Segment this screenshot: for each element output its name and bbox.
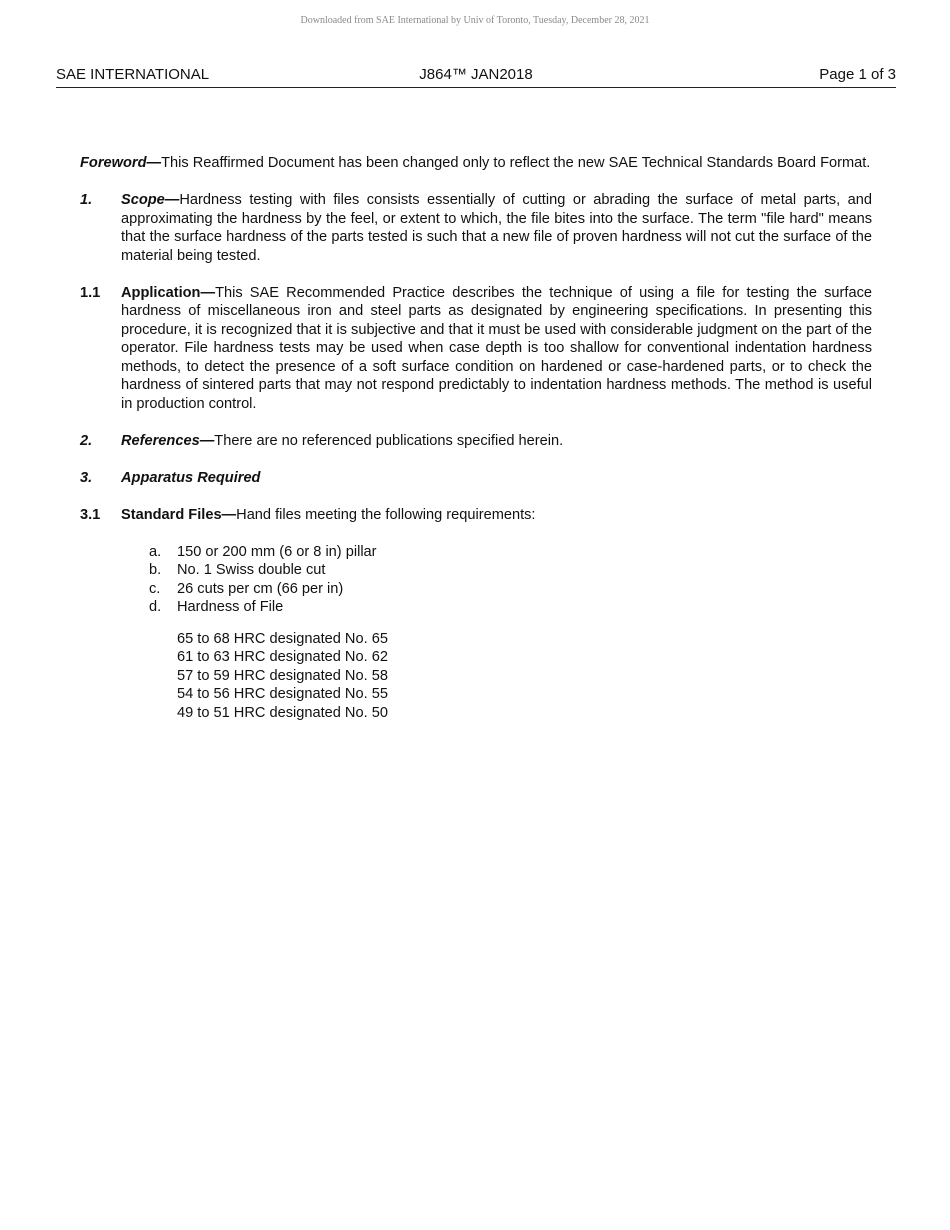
header-organization: SAE INTERNATIONAL <box>56 66 210 83</box>
section-scope <box>80 191 872 265</box>
section-standard-files <box>80 506 872 525</box>
section-number: 1.1 <box>80 284 101 301</box>
foreword-text: This Reaffirmed Document has been changed only to reflect the new SAE Technical Standards Board Format. <box>161 155 871 171</box>
section-title: Scope— <box>121 192 180 208</box>
list-item-letter: a. <box>149 543 162 560</box>
section-title: Apparatus Required <box>121 469 261 486</box>
page-header <box>56 66 896 88</box>
list-item-text: 150 or 200 mm (6 or 8 in) pillar <box>177 543 377 560</box>
list-item-letter: c. <box>149 580 161 597</box>
foreword-title: Foreword— <box>80 155 162 171</box>
section-title: Standard Files— <box>121 506 237 523</box>
section-references <box>80 432 872 451</box>
list-item <box>149 580 872 599</box>
hardness-item: 57 to 59 HRC designated No. 58 <box>177 667 388 684</box>
section-apparatus <box>80 469 872 488</box>
section-text: This SAE Recommended Practice describes the technique of using a file for testing the surface hardness of miscellaneous iron and steel parts as designated by engineering specifications. In presenting this procedure, it is recognized that it is subjective and that it must be used with considerable judgment on the part of the operator. File hardness tests may be used when case depth is too shallow for conventional indentation hardness methods, to detect the presence of a soft surface condition on hardened or case-hardened parts, or to check the hardness of sintered parts that may not respond predictably to indentation hardness methods. The method is useful in production control. <box>121 284 872 412</box>
section-body <box>121 284 872 414</box>
section-title: References— <box>121 432 215 449</box>
foreword-paragraph <box>80 154 872 173</box>
section-text: There are no referenced publications specified herein. <box>214 432 564 449</box>
hardness-item: 54 to 56 HRC designated No. 55 <box>177 686 388 702</box>
list-item <box>149 561 872 580</box>
list-item-letter: b. <box>149 562 162 578</box>
list-item-text: No. 1 Swiss double cut <box>177 562 326 578</box>
section-text: Hand files meeting the following requirements: <box>236 506 536 523</box>
header-document-id: J864™ JAN2018 <box>419 66 533 83</box>
section-body <box>121 191 872 265</box>
document-body <box>80 154 872 722</box>
list-item-text: 26 cuts per cm (66 per in) <box>177 580 344 597</box>
list-item <box>149 598 872 617</box>
download-watermark: Downloaded from SAE International by Univ of Toronto, Tuesday, December 28, 2021 <box>300 15 650 26</box>
section-body <box>121 432 872 451</box>
section-application <box>80 284 872 414</box>
list-item-letter: d. <box>149 599 162 615</box>
section-text: Hardness testing with files consists essentially of cutting or abrading the surface of metal parts, and approximating the hardness by the feel, or extent to which, the file bites into the surface. The term "file hard" means that the surface hardness of the parts tested is such that a new file of proven hardness will not cut the surface of the material being tested. <box>121 192 872 264</box>
section-body <box>121 469 872 488</box>
list-item-text: Hardness of File <box>177 599 284 615</box>
hardness-item: 49 to 51 HRC designated No. 50 <box>177 704 388 721</box>
section-number: 1. <box>80 192 93 208</box>
section-number: 3. <box>80 469 93 486</box>
list-item <box>149 543 872 562</box>
section-number: 2. <box>80 432 93 449</box>
header-page-number: Page 1 of 3 <box>819 66 896 83</box>
section-body <box>121 506 872 525</box>
hardness-item: 61 to 63 HRC designated No. 62 <box>177 649 388 665</box>
hardness-designation-list <box>177 630 872 723</box>
section-title: Application— <box>121 284 216 301</box>
hardness-item: 65 to 68 HRC designated No. 65 <box>177 630 388 647</box>
section-number: 3.1 <box>80 506 101 523</box>
requirements-list <box>149 543 872 617</box>
